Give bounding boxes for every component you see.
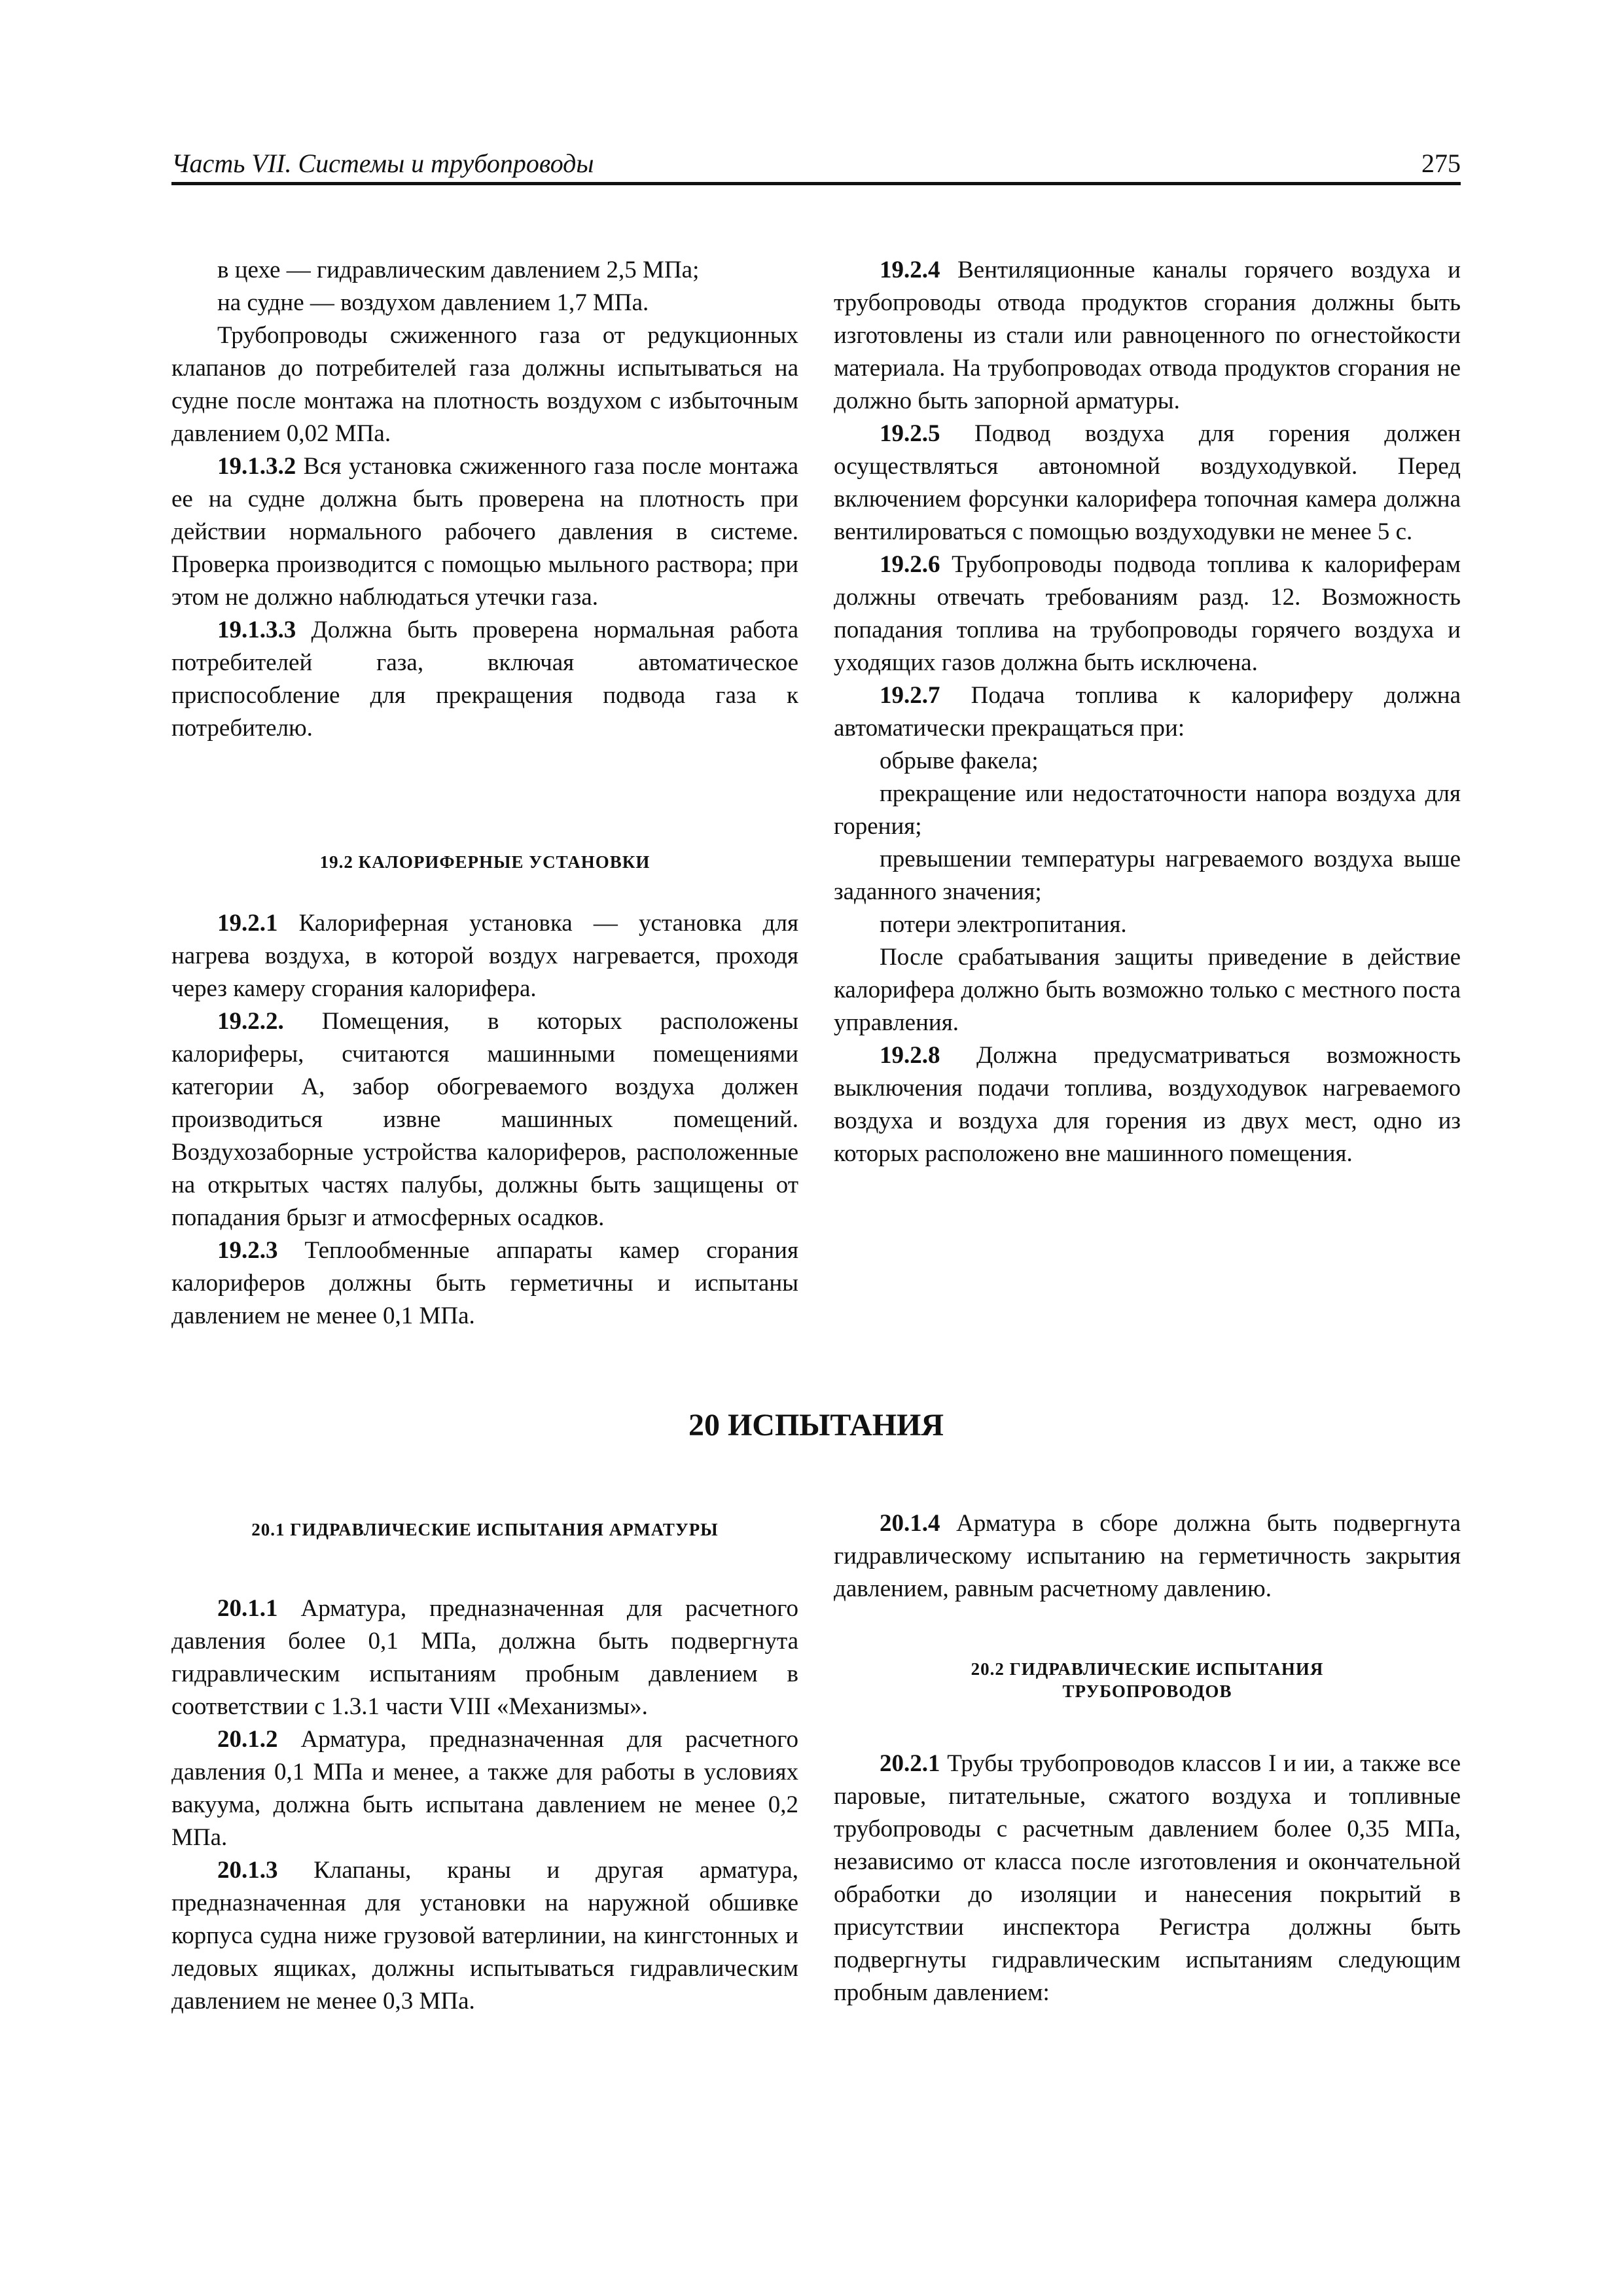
paragraph: 19.2.7 Подача топлива к калориферу должна автоматически прекращаться при: xyxy=(834,682,1461,742)
list-item: превышении температуры нагреваемого воздуха выше заданного значения; xyxy=(834,846,1461,905)
paragraph: 19.2.4 Вентиляционные каналы горячего воздуха и трубопроводы отвода продуктов сгорания должны быть изготовлены из стали или равноценного по огнестойкости материала. На трубопроводах отвода продуктов сгорания не должно быть запорной арматуры. xyxy=(834,257,1461,414)
paragraph: в цехе — гидравлическим давлением 2,5 МПа; xyxy=(217,257,700,283)
clause-number: 19.1.3.3 xyxy=(217,617,296,643)
right-column-20-2 xyxy=(834,1748,1461,2009)
clause-number: 19.2.3 xyxy=(217,1237,278,1264)
chapter-title: 20 ИСПЫТАНИЯ xyxy=(688,1408,944,1443)
page-number: 275 xyxy=(1421,149,1461,178)
paragraph: 19.1.3.2 Вся установка сжиженного газа после монтажа ее на судне должна быть проверена на плотность при действии нормального рабочего давления в системе. Проверка производится с помощью мыльного раствора; при этом не должно наблюдаться утечки газа. xyxy=(171,453,798,611)
paragraph: 19.1.3.3 Должна быть проверена нормальная работа потребителей газа, включая автоматическое приспособление для прекращения подвода газа к потребителю. xyxy=(171,617,798,742)
clause-number: 20.1.4 xyxy=(880,1510,940,1537)
clause-number: 19.2.8 xyxy=(880,1042,940,1069)
clause-number: 19.2.2. xyxy=(217,1008,284,1035)
paragraph: Трубопроводы сжиженного газа от редукционных клапанов до потребителей газа должны испытываться на судне после монтажа на плотность воздухом с избыточным давлением 0,02 МПа. xyxy=(171,322,798,447)
paragraph: 20.1.1 Арматура, предназначенная для расчетного давления более 0,1 МПа, должна быть подвергнута гидравлическим испытаниям пробным давлением в соответствии с 1.3.1 части VIII «Механизмы». xyxy=(171,1595,798,1720)
right-column-upper xyxy=(834,254,1461,1170)
list-item: обрыве факела; xyxy=(880,747,1039,774)
clause-number: 19.2.1 xyxy=(217,910,278,937)
left-column-19-2 xyxy=(171,907,798,1333)
clause-number: 20.2.1 xyxy=(880,1750,940,1777)
running-header xyxy=(171,143,1461,185)
paragraph: 20.1.4 Арматура в сборе должна быть подвергнута гидравлическому испытанию на герметичность закрытия давлением, равным расчетному давлению. xyxy=(834,1510,1461,1602)
paragraph: 19.2.3 Теплообменные аппараты камер сгорания калориферов должны быть герметичны и испытаны давлением не менее 0,1 МПа. xyxy=(171,1237,798,1329)
paragraph: 19.2.2. Помещения, в которых расположены калориферы, считаются машинными помещениями категории А, забор обогреваемого воздуха должен производиться извне машинных помещений. Воздухозаборные устройства калориферов, расположенные на открытых частях палубы, должны быть защищены от попадания брызг и атмосферных осадков. xyxy=(171,1008,798,1231)
clause-number: 19.2.7 xyxy=(880,682,940,709)
clause-number: 19.1.3.2 xyxy=(217,453,296,480)
paragraph: 19.2.8 Должна предусматриваться возможность выключения подачи топлива, воздуходувок нагреваемого воздуха и воздуха для горения из двух мест, одно из которых расположено вне машинного помещения. xyxy=(834,1042,1461,1167)
header-title: Часть VII. Системы и трубопроводы xyxy=(171,149,594,178)
paragraph: 19.2.6 Трубопроводы подвода топлива к калориферам должны отвечать требованиям разд. 12. Возможность попадания топлива на трубопроводы горячего воздуха и уходящих газов должна быть исключена. xyxy=(834,551,1461,676)
paragraph: на судне — воздухом давлением 1,7 МПа. xyxy=(217,289,649,316)
heading-line: ТРУБОПРОВОДОВ xyxy=(1062,1681,1232,1701)
clause-number: 19.2.6 xyxy=(880,551,940,578)
clause-number: 20.1.2 xyxy=(217,1726,278,1753)
clause-number: 20.1.1 xyxy=(217,1595,278,1622)
paragraph: 20.1.2 Арматура, предназначенная для расчетного давления 0,1 МПа и менее, а также для работы в условиях вакуума, должна быть испытана давлением не менее 0,2 МПа. xyxy=(171,1726,798,1851)
section-heading-20-1: 20.1 ГИДРАВЛИЧЕСКИЕ ИСПЫТАНИЯ АРМАТУРЫ xyxy=(251,1520,719,1539)
right-column-20-1 xyxy=(834,1507,1461,1605)
clause-number: 19.2.4 xyxy=(880,257,940,283)
paragraph: 20.1.3 Клапаны, краны и другая арматура, предназначенная для установки на наружной обшивке корпуса судна ниже грузовой ватерлинии, на кингстонных и ледовых ящиках, должны испытываться гидравлическим давлением не менее 0,3 МПа. xyxy=(171,1857,798,2015)
left-column-20-1 xyxy=(171,1592,798,2018)
paragraph: 20.2.1 Трубы трубопроводов классов I и ии, а также все паровые, питательные, сжатого воздуха и топливные трубопроводы с расчетным давлением более 0,35 МПа, независимо от класса после изготовления и окончательной обработки до изоляции и нанесения покрытий в присутствии инспектора Регистра должны быть подвергнуты гидравлическим испытаниям следующим пробным давлением: xyxy=(834,1750,1461,2006)
paragraph: 19.2.5 Подвод воздуха для горения должен осуществляться автономной воздуходувкой. Перед включением форсунки калорифера топочная камера должна вентилироваться с помощью воздуходувки не менее 5 с. xyxy=(834,420,1461,545)
paragraph: После срабатывания защиты приведение в действие калорифера должно быть возможно только с местного поста управления. xyxy=(834,944,1461,1036)
section-heading-20-2 xyxy=(834,1658,1461,1702)
left-column-upper xyxy=(171,254,798,745)
section-heading-19-2: 19.2 КАЛОРИФЕРНЫЕ УСТАНОВКИ xyxy=(319,852,651,872)
clause-number: 19.2.5 xyxy=(880,420,940,447)
heading-line: 20.2 ГИДРАВЛИЧЕСКИЕ ИСПЫТАНИЯ xyxy=(971,1659,1324,1679)
list-item: прекращение или недостаточности напора воздуха для горения; xyxy=(834,780,1461,840)
paragraph: 19.2.1 Калориферная установка — установка для нагрева воздуха, в которой воздух нагревается, проходя через камеру сгорания калорифера. xyxy=(171,910,798,1002)
clause-number: 20.1.3 xyxy=(217,1857,278,1884)
list-item: потери электропитания. xyxy=(880,911,1127,938)
